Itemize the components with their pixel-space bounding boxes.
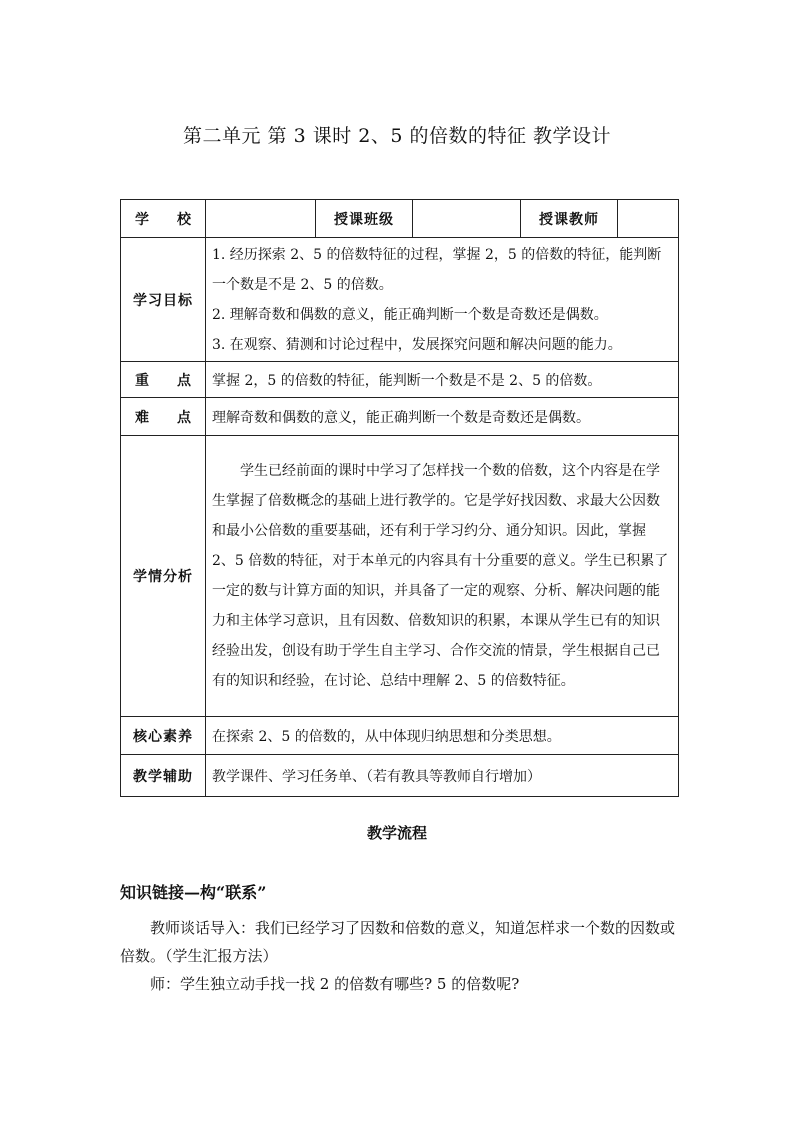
difficulty-label-cell (121, 398, 206, 436)
teaching-aids-text: 教学课件、学习任务单、（若有教具等教师自行增加） (206, 755, 679, 797)
class-value-cell[interactable] (413, 200, 521, 238)
teaching-aids-row (121, 755, 679, 797)
objective-item-2: 2. 理解奇数和偶数的意义，能正确判断一个数是奇数还是偶数。 (212, 306, 608, 323)
difficulty-label-char-1: 难 (135, 409, 149, 426)
teacher-value-cell[interactable] (618, 200, 679, 238)
key-point-label-char-1: 重 (135, 372, 149, 389)
core-literacy-label: 核心素养 (121, 717, 206, 755)
objectives-label: 学习目标 (121, 238, 206, 362)
body-paragraph-2: 师：学生独立动手找一找 2 的倍数有哪些? 5 的倍数呢? (150, 975, 520, 993)
class-label-cell: 授课班级 (316, 200, 413, 238)
core-literacy-text: 在探索 2、5 的倍数的，从中体现归纳思想和分类思想。 (206, 717, 679, 755)
core-literacy-row (121, 717, 679, 755)
header-row (121, 200, 679, 238)
key-point-label-char-2: 点 (177, 372, 191, 389)
key-point-text: 掌握 2，5 的倍数的特征，能判断一个数是不是 2、5 的倍数。 (206, 362, 679, 398)
lesson-plan-table (120, 199, 679, 797)
teaching-flow-title: 教学流程 (366, 824, 427, 842)
key-point-row (121, 362, 679, 398)
school-label-char-2: 校 (177, 211, 191, 228)
analysis-text: 学生已经前面的课时中学习了怎样找一个数的倍数，这个内容是在学生掌握了倍数概念的基础上进行教学的。它是学好找因数、求最大公因数和最小公倍数的重要基础，还有利于学习约分、通分知识。因此，掌握 2、5 倍数的特征，对于本单元的内容具有十分重要的意义。学生已积累了一定的数与计算方面的知识，并具备了一定的观察、分析、解决问题的能力和主体学习意识，且有因数、倍数知识的积累，本课从学生已有的知识经验出发，创设有助于学生自主学习、合作交流的情景，学生根据自己已有的知识和经验，在讨论、总结中理解 2、5 的倍数特征。 (212, 463, 669, 689)
difficulty-row (121, 398, 679, 436)
objective-item-1: 1. 经历探索 2、5 的倍数特征的过程，掌握 2，5 的倍数的特征，能判断一个数是不是 2、5 的倍数。 (212, 246, 662, 293)
analysis-label: 学情分析 (121, 436, 206, 717)
section-body (120, 914, 678, 998)
analysis-content (206, 436, 679, 717)
key-point-label-cell (121, 362, 206, 398)
difficulty-label-char-2: 点 (177, 409, 191, 426)
teaching-aids-label: 教学辅助 (121, 755, 206, 797)
school-label-char-1: 学 (135, 211, 149, 228)
objectives-row (121, 238, 679, 362)
school-value-cell[interactable] (206, 200, 316, 238)
section-heading: 知识链接—构“联系” (120, 883, 267, 902)
analysis-row (121, 436, 679, 717)
document-title: 第二单元 第 3 课时 2、5 的倍数的特征 教学设计 (182, 125, 611, 147)
objectives-content (206, 238, 679, 362)
teacher-label-cell: 授课教师 (521, 200, 618, 238)
body-paragraph-1: 教师谈话导入：我们已经学习了因数和倍数的意义，知道怎样求一个数的因数或倍数。（学生汇报方法） (120, 919, 676, 965)
objective-item-3: 3. 在观察、猜测和讨论过程中，发展探究问题和解决问题的能力。 (212, 336, 622, 353)
school-label-cell (121, 200, 206, 238)
difficulty-text: 理解奇数和偶数的意义，能正确判断一个数是奇数还是偶数。 (206, 398, 679, 436)
